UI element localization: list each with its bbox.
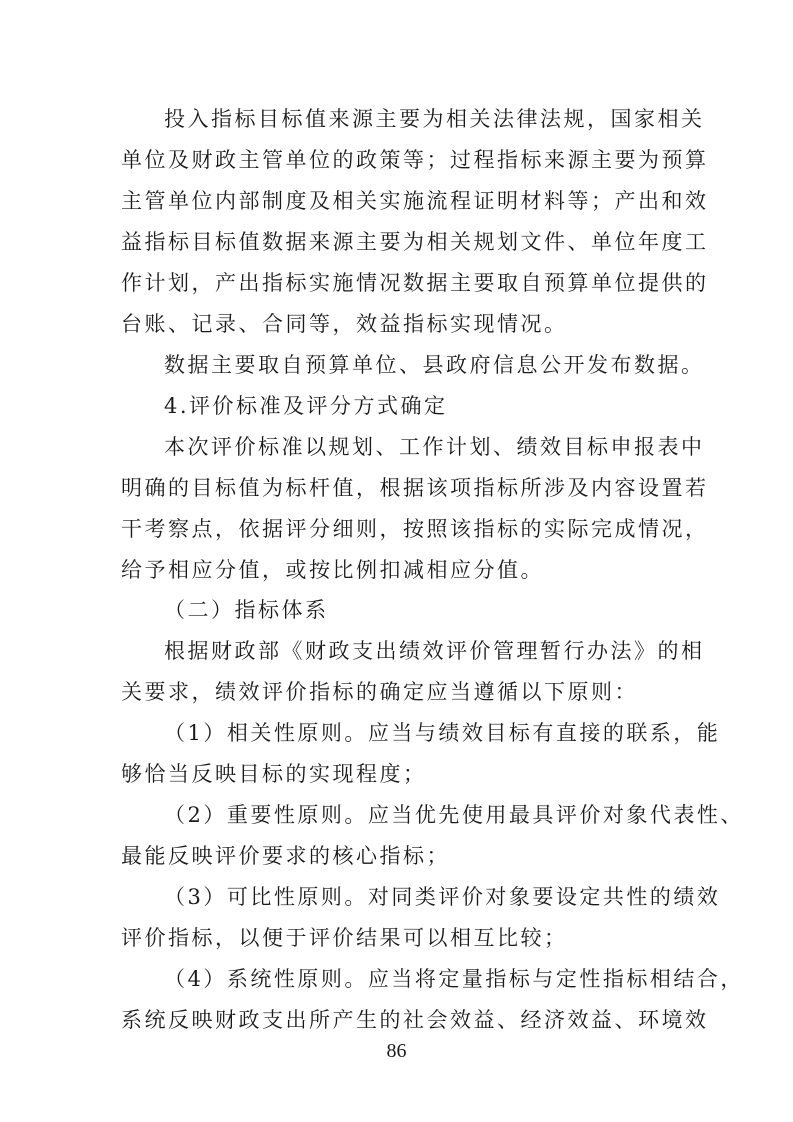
text-line-6: 台账、记录、合同等，效益指标实现情况。 <box>121 312 568 336</box>
text-line-12: 给予相应分值，或按比例扣减相应分值。 <box>121 558 544 582</box>
text-line-2: 单位及财政主管单位的政策等；过程指标来源主要为预算 <box>121 148 709 172</box>
text-line-21: 评价指标，以便于评价结果可以相互比较； <box>121 926 568 950</box>
text-line-18: （2）重要性原则。应当优先使用最具评价对象代表性、 <box>164 803 744 827</box>
text-line-17: 够恰当反映目标的实现程度； <box>121 762 427 786</box>
text-line-23: 系统反映财政支出所产生的社会效益、经济效益、环境效 <box>121 1008 709 1032</box>
text-line-10: 明确的目标值为标杆值，根据该项指标所涉及内容设置若 <box>121 476 709 500</box>
text-line-20: （3）可比性原则。对同类评价对象要设定共性的绩效 <box>164 885 721 909</box>
text-line-7: 数据主要取自预算单位、县政府信息公开发布数据。 <box>164 353 705 377</box>
text-line-3: 主管单位内部制度及相关实施流程证明材料等；产出和效 <box>121 189 709 213</box>
text-line-14: 根据财政部《财政支出绩效评价管理暂行办法》的相 <box>164 639 705 663</box>
text-line-9: 本次评价标准以规划、工作计划、绩效目标申报表中 <box>164 435 705 459</box>
section-heading-4: 4.评价标准及评分方式确定 <box>164 394 448 418</box>
text-line-1: 投入指标目标值来源主要为相关法律法规，国家相关 <box>164 107 705 131</box>
text-line-4: 益指标目标值数据来源主要为相关规划文件、单位年度工 <box>121 230 709 254</box>
text-line-22: （4）系统性原则。应当将定量指标与定性指标相结合， <box>164 967 744 991</box>
page-number: 86 <box>386 1040 407 1062</box>
section-heading-2: （二）指标体系 <box>164 598 329 622</box>
text-line-19: 最能反映评价要求的核心指标； <box>121 844 450 868</box>
text-line-5: 作计划，产出指标实施情况数据主要取自预算单位提供的 <box>121 271 709 295</box>
text-line-16: （1）相关性原则。应当与绩效目标有直接的联系，能 <box>164 721 721 745</box>
text-line-15: 关要求，绩效评价指标的确定应当遵循以下原则： <box>121 680 638 704</box>
text-line-11: 干考察点，依据评分细则，按照该指标的实际完成情况， <box>121 517 709 541</box>
